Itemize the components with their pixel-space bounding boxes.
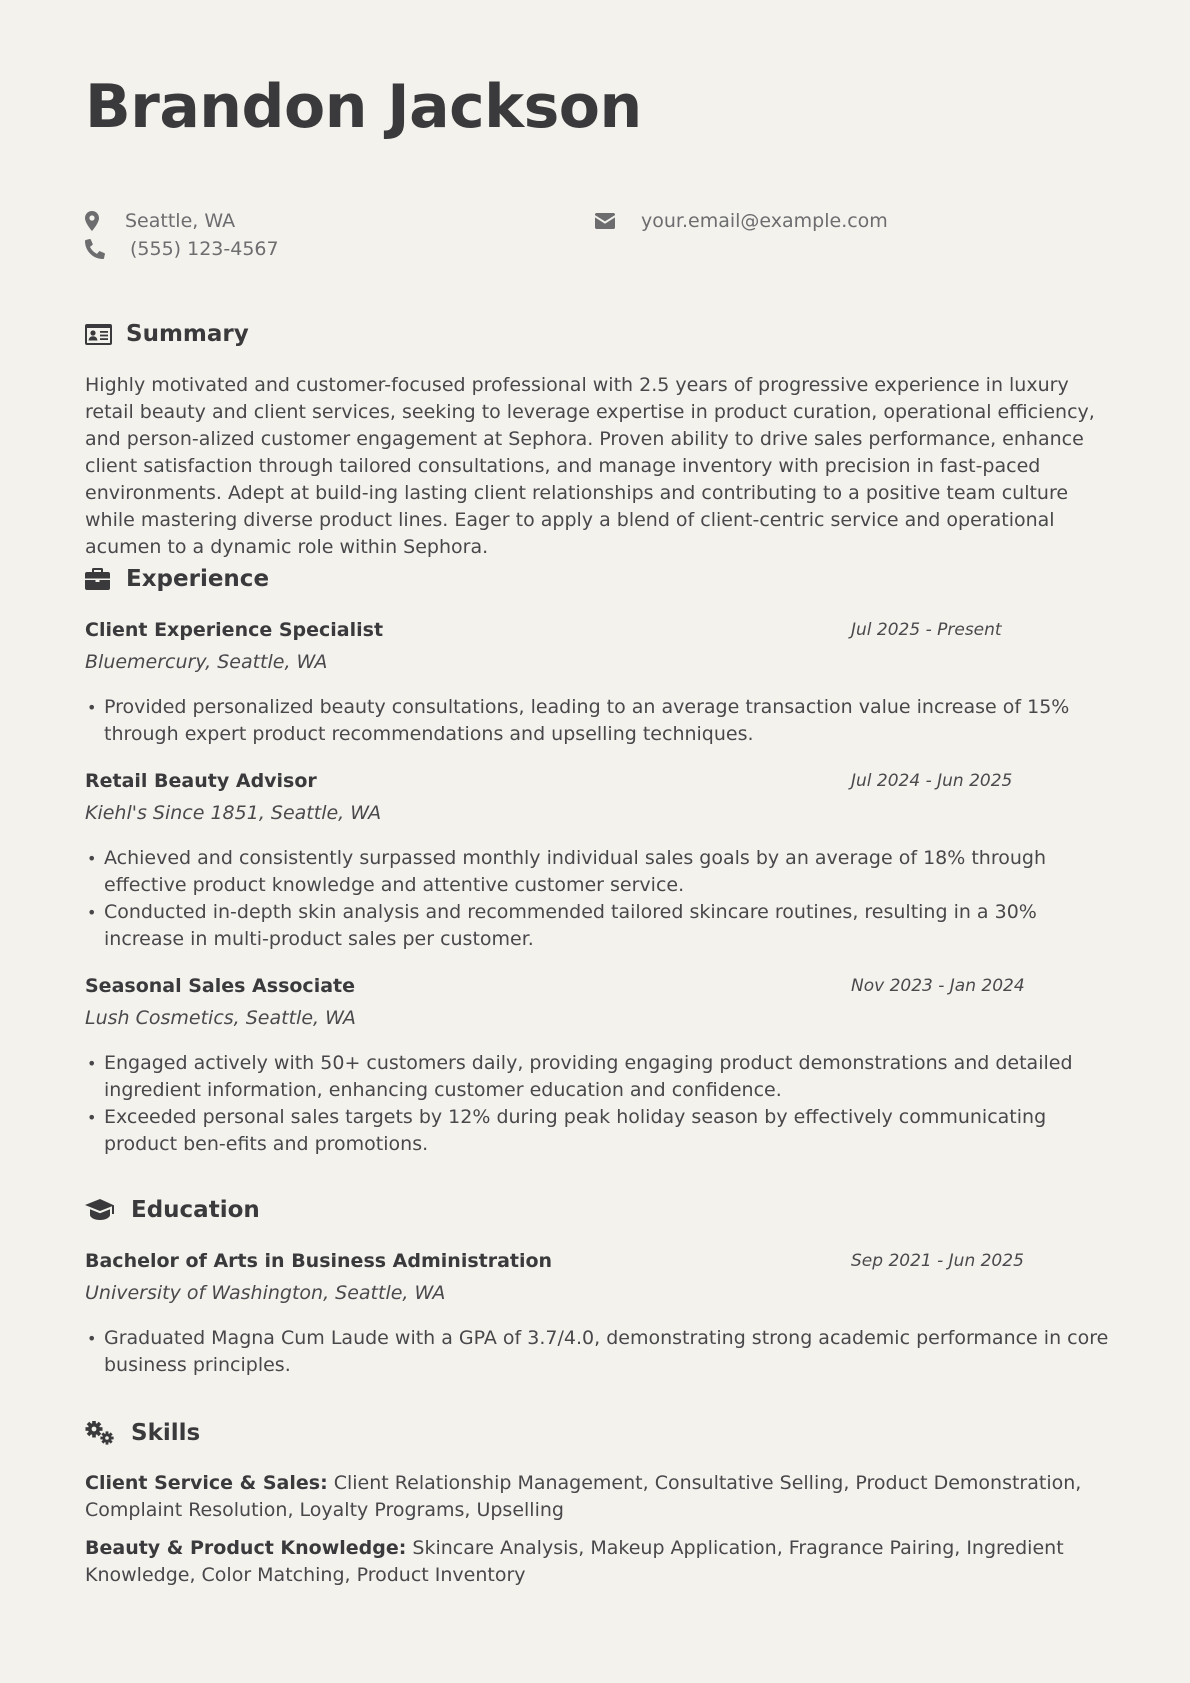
bullet-item: • Conducted in-depth skin analysis and recommended tailored skincare routines, resulting in a 30% increase in multi-product sales per customer. <box>85 899 1110 953</box>
map-pin-icon <box>85 211 99 231</box>
job-title: Seasonal Sales Associate <box>85 975 355 997</box>
summary-title: Summary <box>126 321 249 347</box>
briefcase-icon <box>85 568 110 590</box>
contact-info <box>85 210 1105 270</box>
job-organization: Lush Cosmetics, Seattle, WA <box>85 1007 356 1029</box>
education-bullets <box>85 1325 1110 1379</box>
contact-phone <box>85 238 279 260</box>
candidate-name: Brandon Jackson <box>85 72 642 142</box>
contact-location <box>85 210 235 232</box>
location-text: Seattle, WA <box>125 210 236 232</box>
education-date: Sep 2021 - Jun 2025 <box>851 1251 1024 1271</box>
skill-group-values: Skincare Analysis, Makeup Application, Fragrance Pairing, Ingredient Knowledge, Color Matching, Product Inventory <box>85 1537 1064 1586</box>
bullet-item: • Provided personalized beauty consultations, leading to an average transaction value increase of 15% through expert product recommendations and upselling techniques. <box>85 694 1110 748</box>
skill-group-label: Beauty & Product Knowledge: <box>85 1537 407 1559</box>
experience-item <box>85 616 1110 748</box>
experience-heading <box>85 566 269 592</box>
education-title: Education <box>131 1197 260 1223</box>
skill-group <box>85 1470 1115 1524</box>
job-bullets <box>85 1050 1110 1158</box>
skill-group-label: Client Service & Sales: <box>85 1472 328 1494</box>
summary-heading <box>85 321 249 347</box>
bullet-item: • Graduated Magna Cum Laude with a GPA of 3.7/4.0, demonstrating strong academic performance in core business principles. <box>85 1325 1110 1379</box>
job-title: Client Experience Specialist <box>85 619 384 641</box>
skill-group <box>85 1535 1115 1589</box>
summary-text: Highly motivated and customer-focused professional with 2.5 years of progressive experience in luxury retail beauty and client services, seeking to leverage expertise in product curation, operational efficiency, and person-alized customer engagement at Sephora. Proven ability to drive sales performance, enhance client satisfaction through tailored consultations, and manage inventory with precision in fast-paced environments. Adept at build-ing lasting client relationships and contributing to a positive team culture while mastering diverse product lines. Eager to apply a blend of client-centric service and operational acumen to a dynamic role within Sephora. <box>85 374 1095 558</box>
experience-item <box>85 972 1110 1158</box>
skills-heading <box>85 1420 200 1446</box>
id-card-icon <box>85 324 112 345</box>
gears-icon <box>85 1421 115 1446</box>
job-bullets <box>85 694 1110 748</box>
job-organization: Kiehl's Since 1851, Seattle, WA <box>85 802 382 824</box>
bullet-item: • Exceeded personal sales targets by 12% during peak holiday season by effectively communicating product ben-efits and promotions. <box>85 1104 1110 1158</box>
education-heading <box>85 1197 260 1223</box>
phone-text: (555) 123-4567 <box>130 238 279 260</box>
experience-title: Experience <box>126 566 270 592</box>
job-title: Retail Beauty Advisor <box>85 770 317 792</box>
phone-icon <box>85 239 105 259</box>
education-item <box>85 1247 1110 1379</box>
bullet-item: • Engaged actively with 50+ customers daily, providing engaging product demonstrations and detailed ingredient information, enhancing customer education and confidence. <box>85 1050 1110 1104</box>
experience-item <box>85 767 1110 953</box>
bullet-item: • Achieved and consistently surpassed monthly individual sales goals by an average of 18% through effective product knowledge and attentive customer service. <box>85 845 1110 899</box>
graduation-cap-icon <box>85 1199 115 1221</box>
job-bullets <box>85 845 1110 953</box>
degree-title: Bachelor of Arts in Business Administration <box>85 1250 553 1272</box>
skill-group-values: Client Relationship Management, Consultative Selling, Product Demonstration, Complaint Resolution, Loyalty Programs, Upselling <box>85 1472 1082 1521</box>
email-text: your.email@example.com <box>641 210 888 232</box>
job-date: Jul 2025 - Present <box>851 620 1002 640</box>
envelope-icon <box>595 213 615 229</box>
contact-email <box>595 210 888 232</box>
job-date: Jul 2024 - Jun 2025 <box>851 771 1013 791</box>
job-date: Nov 2023 - Jan 2024 <box>851 976 1025 996</box>
job-organization: Bluemercury, Seattle, WA <box>85 651 328 673</box>
skills-title: Skills <box>131 1420 201 1446</box>
school-name: University of Washington, Seattle, WA <box>85 1282 446 1304</box>
